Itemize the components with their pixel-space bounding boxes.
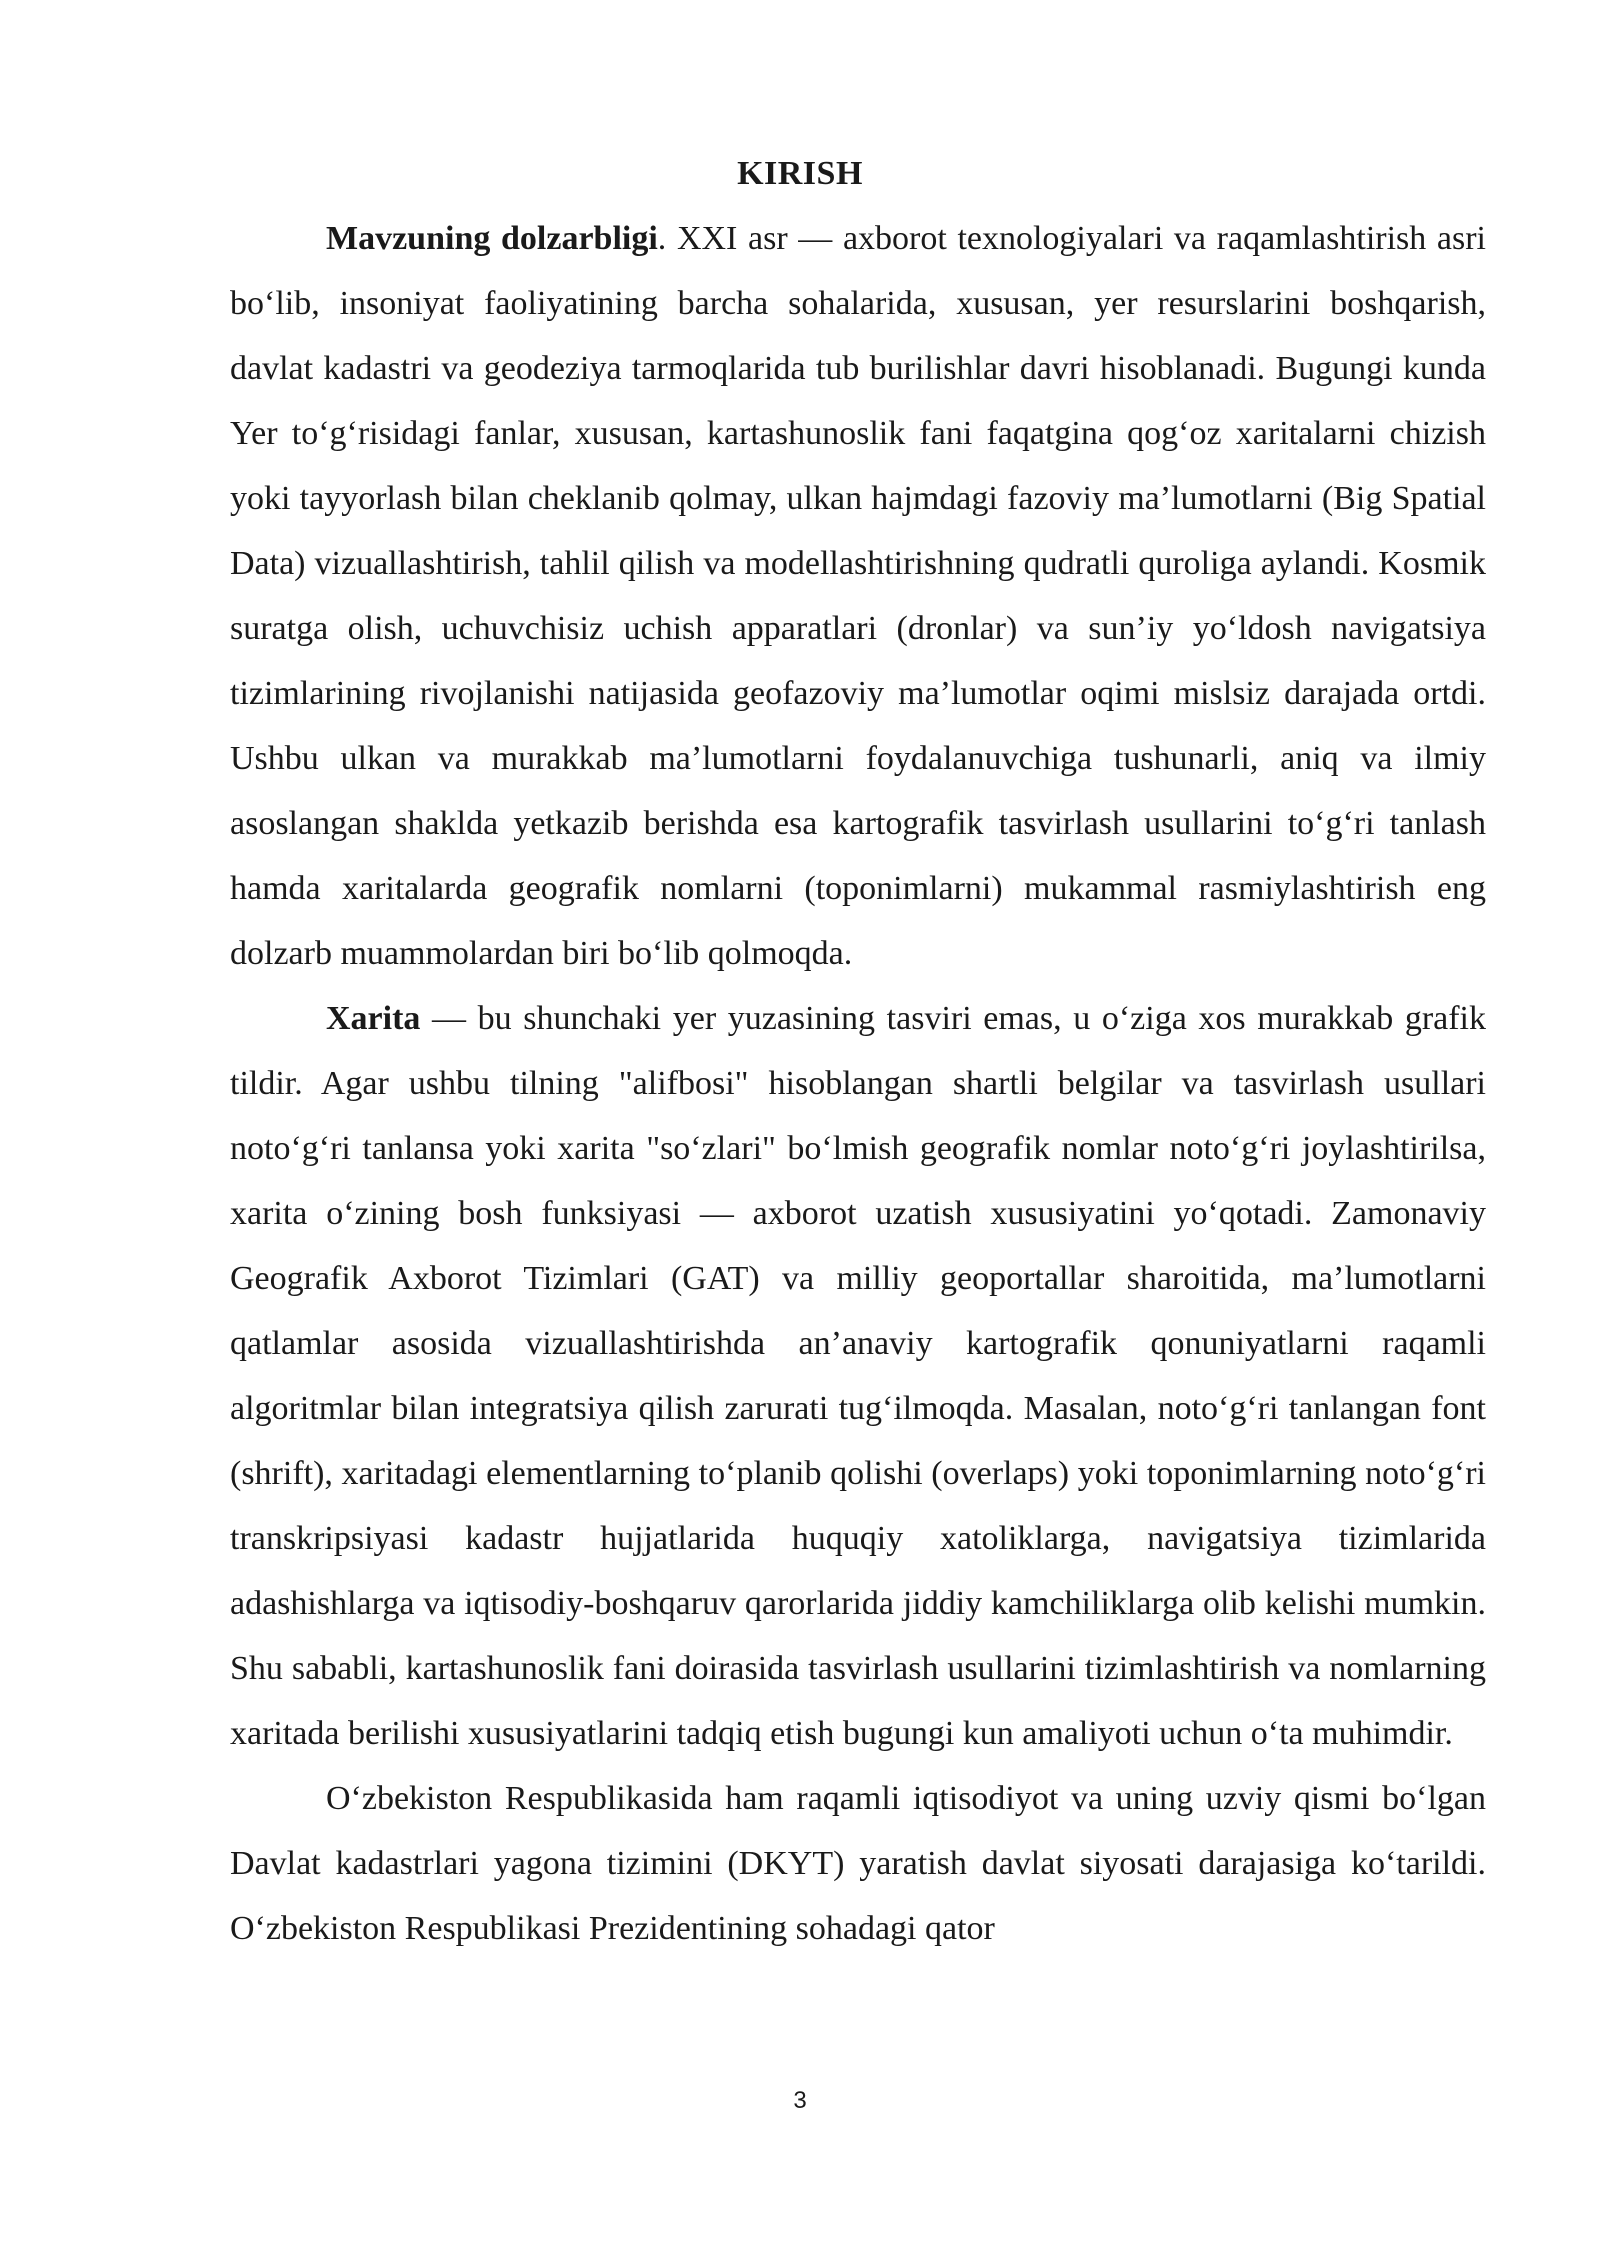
page-number: 3 <box>793 2087 807 2114</box>
section-title: KIRISH <box>737 155 863 192</box>
paragraph-uzbekistan <box>230 1766 1486 1961</box>
paragraph-text-relevance: . XXI asr — axborot texnologiyalari va raqamlashtirish asri bo‘lib, insoniyat faoliyatining barcha sohalarida, xususan, yer resurslarini boshqarish, davlat kadastri va geodeziya tarmoqlarida tub burilishlar davri hisoblanadi. Bugungi kunda Yer to‘g‘risidagi fanlar, xususan, kartashunoslik fani faqatgina qog‘oz xaritalarni chizish yoki tayyorlash bilan cheklanib qolmay, ulkan hajmdagi fazoviy ma’lumotlarni (Big Spatial Data) vizuallashtirish, tahlil qilish va modellashtirishning qudratli quroliga aylandi. Kosmik suratga olish, uchuvchisiz uchish apparatlari (dronlar) va sun’iy yo‘ldosh navigatsiya tizimlarining rivojlanishi natijasida geofazoviy ma’lumotlar oqimi mislsiz darajada ortdi. Ushbu ulkan va murakkab ma’lumotlarni foydalanuvchiga tushunarli, aniq va ilmiy asoslangan shaklda yetkazib berishda esa kartografik tasvirlash usullarini to‘g‘ri tanlash hamda xaritalarda geografik nomlarni (toponimlarni) mukammal rasmiylashtirish eng dolzarb muammolardan biri bo‘lib qolmoqda. <box>230 220 1487 972</box>
paragraph-lead-relevance: Mavzuning dolzarbligi <box>326 220 658 257</box>
paragraph-lead-map: Xarita <box>326 1000 421 1037</box>
paragraph-relevance <box>230 206 1486 986</box>
body-text <box>230 206 1486 1961</box>
paragraph-text-uzbekistan: O‘zbekiston Respublikasida ham raqamli iqtisodiyot va uning uzviy qismi bo‘lgan Davlat kadastrlari yagona tizimini (DKYT) yaratish davlat siyosati darajasiga ko‘tarildi. O‘zbekiston Respublikasi Prezidentining sohadagi qator <box>230 1780 1486 1947</box>
paragraph-map <box>230 986 1486 1766</box>
paragraph-text-map: — bu shunchaki yer yuzasining tasviri emas, u o‘ziga xos murakkab grafik tildir. Agar ushbu tilning "alifbosi" hisoblangan shartli belgilar va tasvirlash usullari noto‘g‘ri tanlansa yoki xarita "so‘zlari" bo‘lmish geografik nomlar noto‘g‘ri joylashtirilsa, xarita o‘zining bosh funksiyasi — axborot uzatish xususiyatini yo‘qotadi. Zamonaviy Geografik Axborot Tizimlari (GAT) va milliy geoportallar sharoitida, ma’lumotlarni qatlamlar asosida vizuallashtirishda an’anaviy kartografik qonuniyatlarni raqamli algoritmlar bilan integratsiya qilish zarurati tug‘ilmoqda. Masalan, noto‘g‘ri tanlangan font (shrift), xaritadagi elementlarning to‘planib qolishi (overlaps) yoki toponimlarning noto‘g‘ri transkripsiyasi kadastr hujjatlarida huquqiy xatoliklarga, navigatsiya tizimlarida adashishlarga va iqtisodiy-boshqaruv qarorlarida jiddiy kamchiliklarga olib kelishi mumkin. Shu sababli, kartashunoslik fani doirasida tasvirlash usullarini tizimlashtirish va nomlarning xaritada berilishi xususiyatlarini tadqiq etish bugungi kun amaliyoti uchun o‘ta muhimdir. <box>230 1000 1486 1752</box>
